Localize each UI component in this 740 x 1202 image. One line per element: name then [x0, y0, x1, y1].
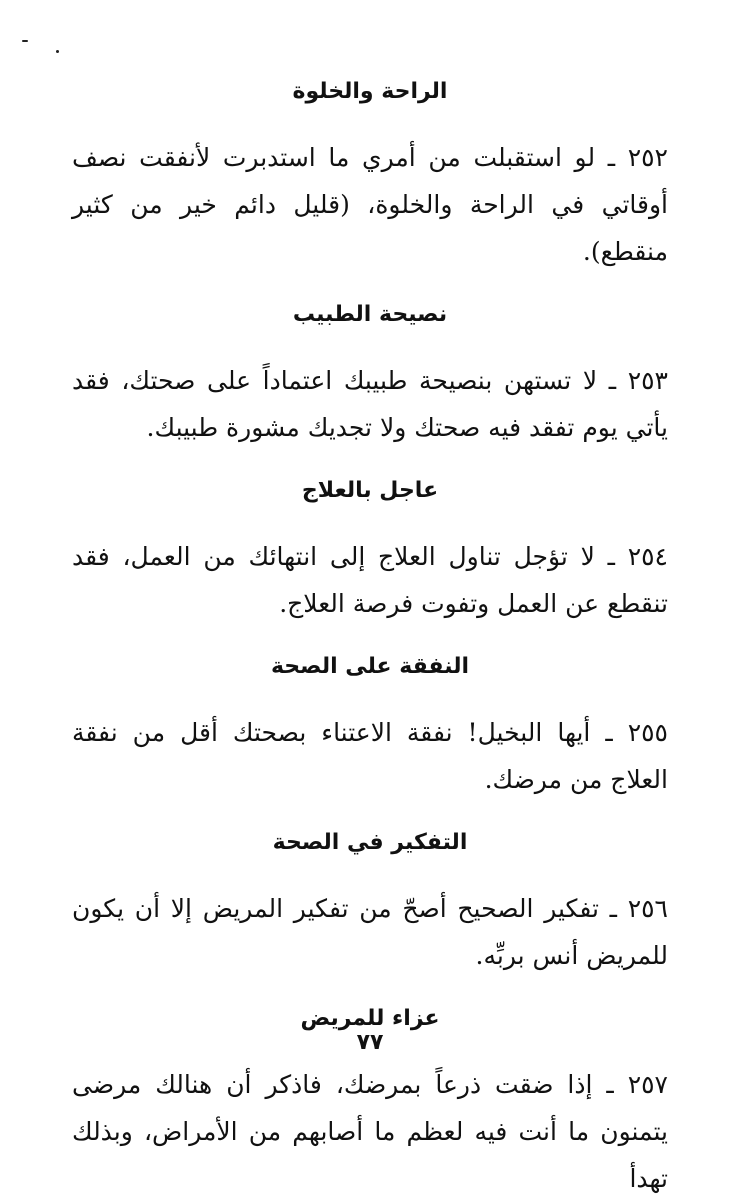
section-paragraph: ٢٥٤ ـ لا تؤجل تناول العلاج إلى انتهائك من العمل، فقد تنقطع عن العمل وتفوت فرصة العلاج.	[72, 542, 668, 618]
page-number: ٧٧	[356, 1030, 384, 1055]
section-heading: الراحة والخلوة	[292, 79, 448, 104]
section-paragraph: ٢٥٥ ـ أيها البخيل! نفقة الاعتناء بصحتك أقل من نفقة العلاج من مرضك.	[72, 718, 668, 794]
section-paragraph: ٢٥٣ ـ لا تستهن بنصيحة طبيبك اعتماداً على صحتك، فقد يأتي يوم تفقد فيه صحتك ولا تجديك مشورة طبيبك.	[72, 366, 668, 442]
section-heading: التفكير في الصحة	[272, 830, 468, 855]
section-paragraph: ٢٥٦ ـ تفكير الصحيح أصحّ من تفكير المريض إلا أن يكون للمريض أنس بربِّه.	[72, 894, 668, 970]
section-heading: عزاء للمريض	[300, 1006, 440, 1031]
scan-mark	[56, 50, 59, 53]
section-heading: نصيحة الطبيب	[292, 302, 448, 327]
section-paragraph: ٢٥٢ ـ لو استقبلت من أمري ما استدبرت لأنفقت نصف أوقاتي في الراحة والخلوة، (قليل دائم خير من كثير منقطع).	[72, 143, 668, 266]
scan-mark	[22, 40, 28, 42]
section-heading: عاجل بالعلاج	[301, 478, 439, 503]
section-paragraph: ٢٥٧ ـ إذا ضقت ذرعاً بمرضك، فاذكر أن هنالك مرضى يتمنون ما أنت فيه لعظم ما أصابهم من الأمراض، وبذلك تهدأ	[72, 1070, 668, 1193]
section-heading: النفقة على الصحة	[270, 654, 470, 679]
